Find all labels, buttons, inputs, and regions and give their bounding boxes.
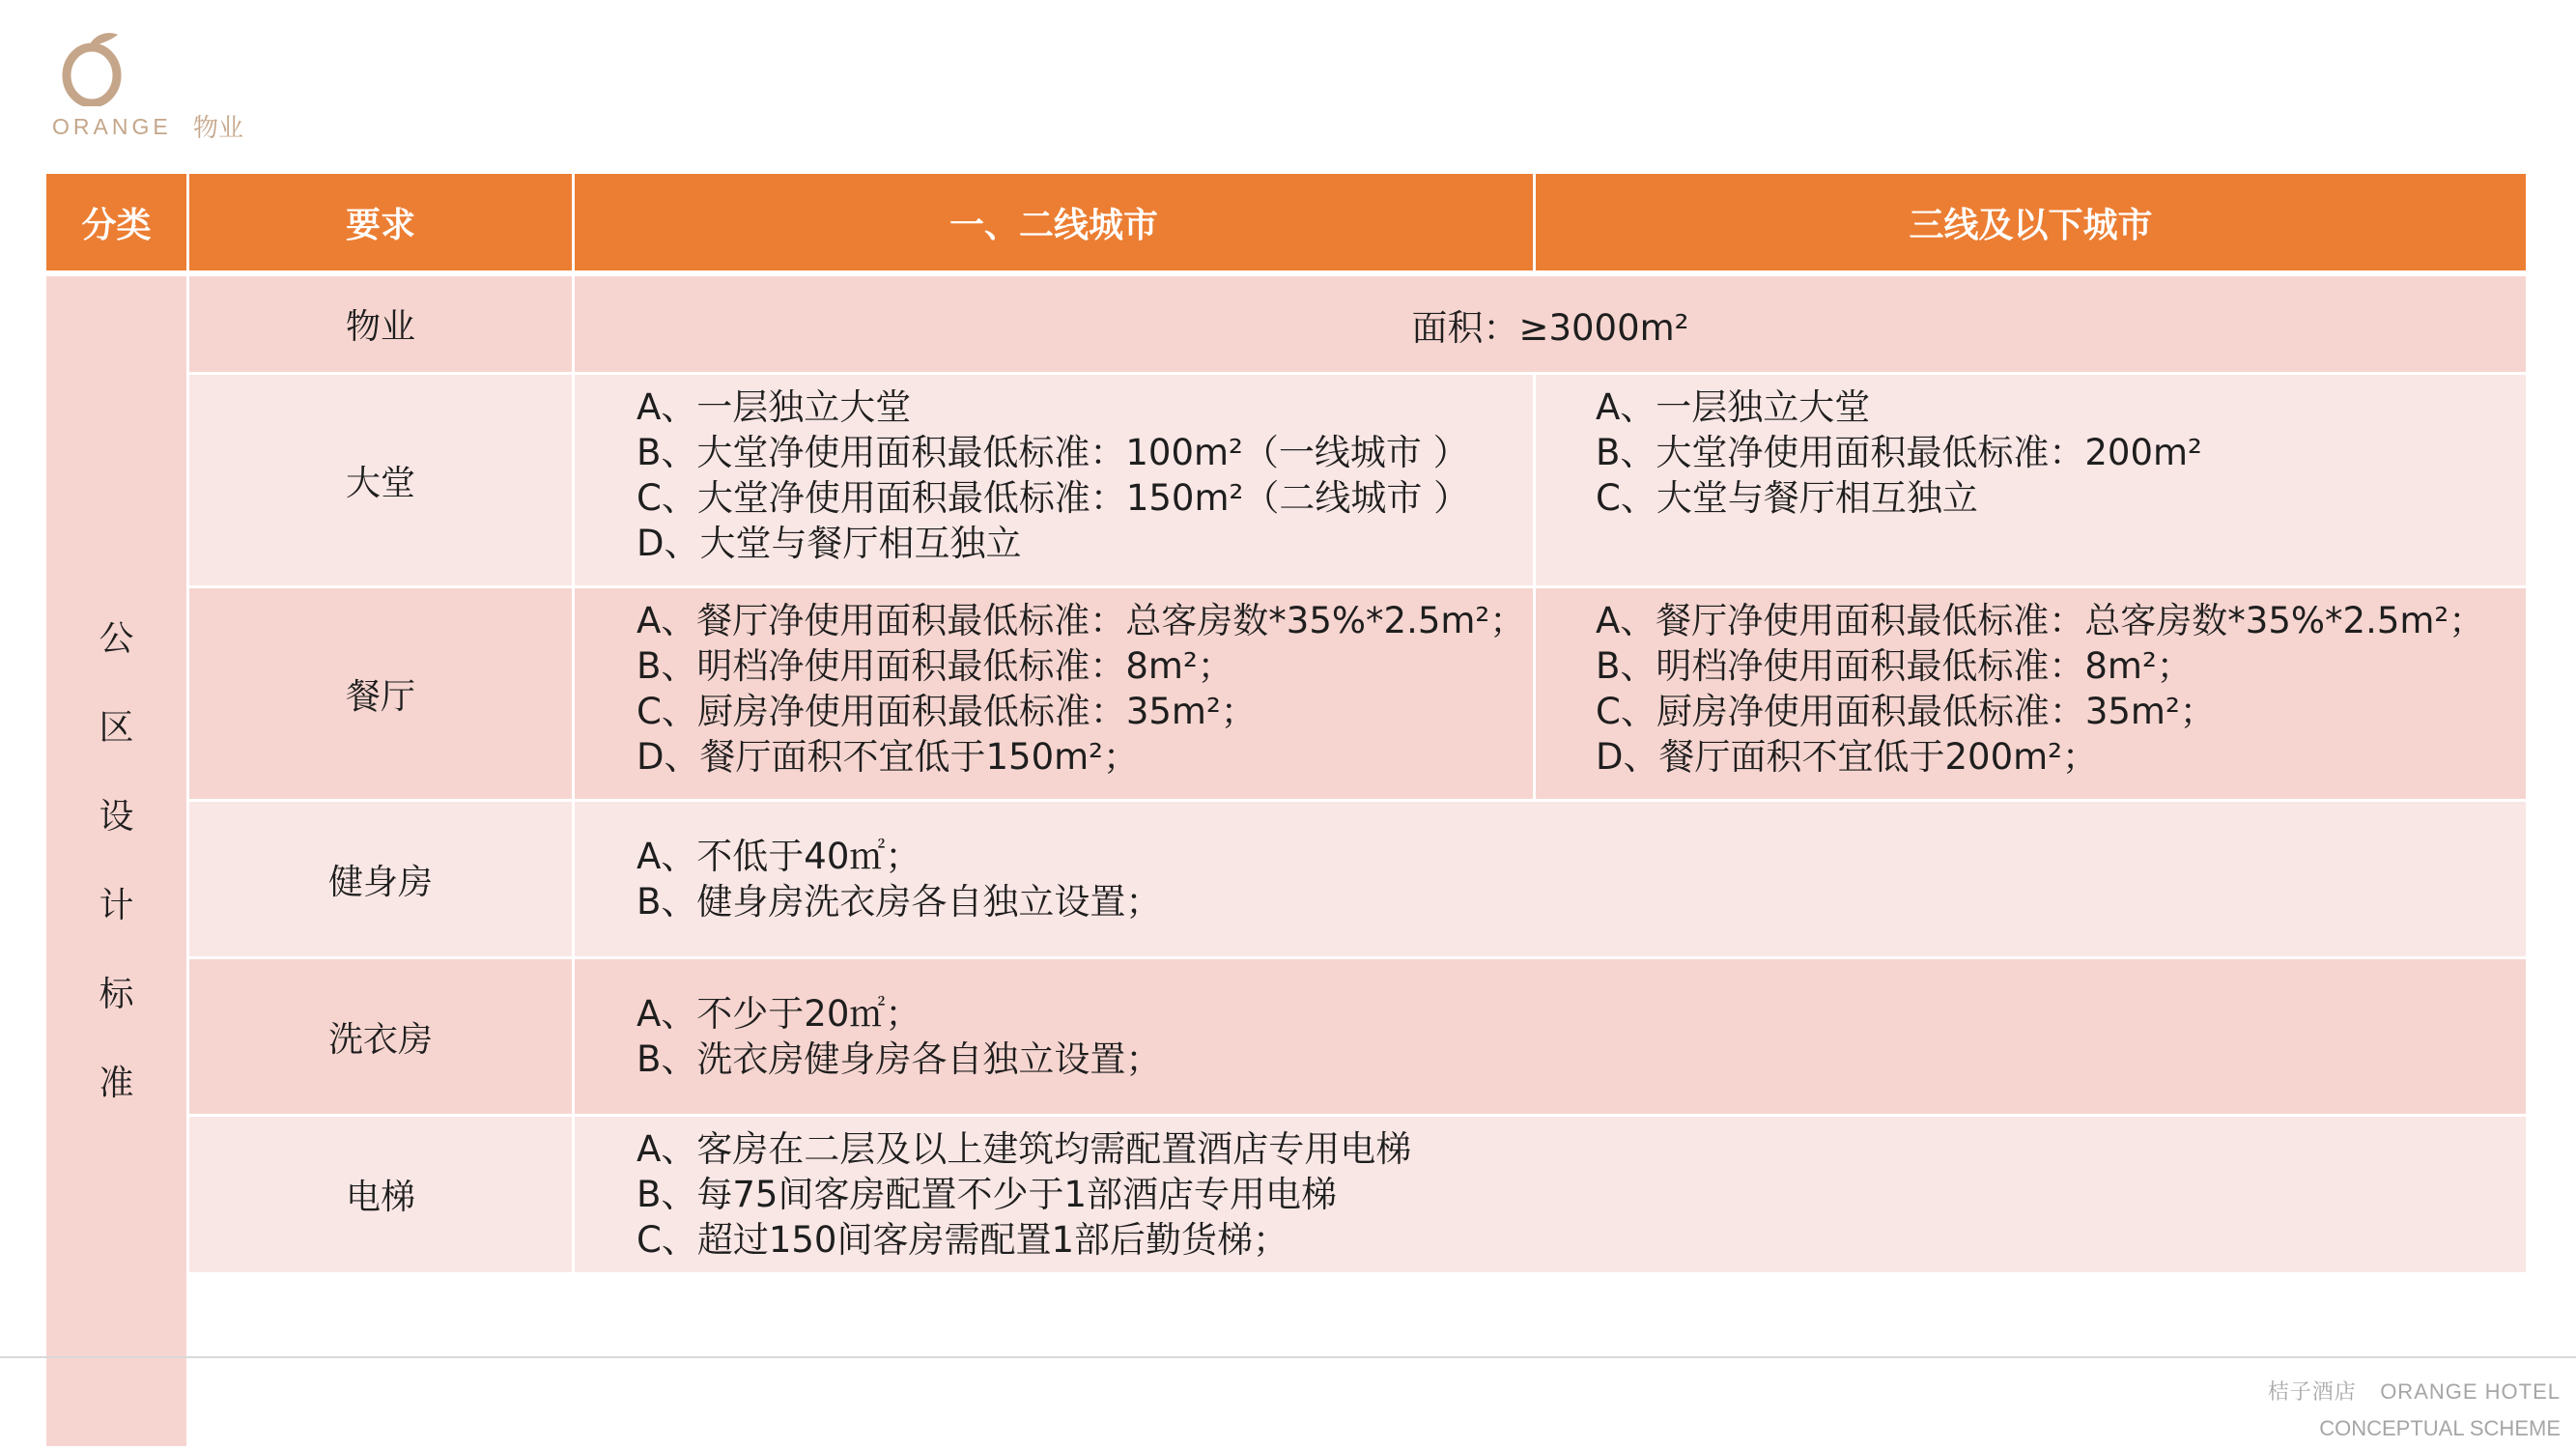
footer-brand-en: ORANGE HOTEL [2380,1379,2561,1404]
footer-divider [0,1356,2576,1358]
standard-line: B、大堂净使用面积最低标准：100m²（一线城市 ） [637,432,1469,473]
gym-standard-cell [575,802,2526,956]
requirement-cell: 物业 [189,276,572,372]
standard-line: C、大堂净使用面积最低标准：150m²（二线城市 ） [637,477,1470,519]
standard-line: A、客房在二层及以上建筑均需配置酒店专用电梯 [637,1128,1412,1170]
table-header-row [46,174,2526,270]
standard-line: D、餐厅面积不宜低于150m²； [637,736,1139,778]
standard-line: C、超过150间客房需配置1部后勤货梯； [637,1219,1288,1261]
footer-line-1 [2268,1374,2561,1410]
standard-line: A、餐厅净使用面积最低标准：总客房数*35%*2.5m²； [637,600,1526,641]
footer [2268,1374,2561,1447]
tier1-cell [575,375,1533,585]
property-area-cell: 面积：≥3000m² [575,276,2526,372]
tier3-cell [1536,588,2526,799]
brand-logo [50,29,137,106]
table-row-restaurant [46,588,2526,799]
category-char: 公 [99,618,134,659]
header-tier3-cities: 三线及以下城市 [1536,174,2526,270]
standard-line: A、餐厅净使用面积最低标准：总客房数*35%*2.5m²； [1596,600,2485,641]
standard-line: B、洗衣房健身房各自独立设置； [637,1038,1162,1080]
table-row-gym [46,802,2526,956]
standard-line: D、大堂与餐厅相互独立 [637,523,1022,564]
header-tier1-2-cities: 一、二线城市 [575,174,1533,270]
standard-line: A、一层独立大堂 [637,386,912,428]
laundry-standard-cell [575,959,2526,1114]
standard-line: A、不低于40㎡； [637,836,921,877]
requirement-cell: 餐厅 [189,588,572,799]
standard-line: B、每75间客房配置不少于1部酒店专用电梯 [637,1174,1338,1215]
footer-brand-cn: 桔子酒店 [2267,1379,2357,1404]
table-row-lobby [46,375,2526,585]
requirement-cell: 电梯 [189,1117,572,1272]
standard-line: B、明档净使用面积最低标准：8m²； [637,645,1233,687]
category-char: 区 [99,707,134,748]
requirement-cell: 洗衣房 [189,959,572,1114]
table-row-laundry [46,959,2526,1114]
standard-line: C、厨房净使用面积最低标准：35m²； [1596,691,2216,732]
requirement-cell: 健身房 [189,802,572,956]
standard-line: A、一层独立大堂 [1596,386,1871,428]
category-char: 计 [99,885,134,925]
category-char: 标 [99,974,134,1014]
standard-line: C、大堂与餐厅相互独立 [1596,477,1978,519]
standard-line: B、明档净使用面积最低标准：8m²； [1596,645,2193,687]
requirement-cell: 大堂 [189,375,572,585]
logo-text: ORANGE [52,114,172,139]
table-row-property [46,276,2526,372]
standard-line: A、不少于20㎡； [637,993,921,1035]
tier1-cell [575,588,1533,799]
page-label: 物业 [193,114,244,143]
standard-line: C、厨房净使用面积最低标准：35m²； [637,691,1257,732]
standard-line: D、餐厅面积不宜低于200m²； [1596,736,2098,778]
footer-line-2: CONCEPTUAL SCHEME [2319,1416,2561,1440]
category-char: 准 [99,1063,134,1103]
orange-logo-icon [60,29,127,106]
standard-line: B、大堂净使用面积最低标准：200m² [1596,432,2202,473]
header-requirement: 要求 [189,174,572,270]
header-category: 分类 [46,174,186,270]
table-row-elevator [46,1117,2526,1272]
tier3-cell [1536,375,2526,585]
standard-line: B、健身房洗衣房各自独立设置； [637,881,1162,923]
elevator-standard-cell [575,1117,2526,1272]
category-char: 设 [99,796,134,837]
